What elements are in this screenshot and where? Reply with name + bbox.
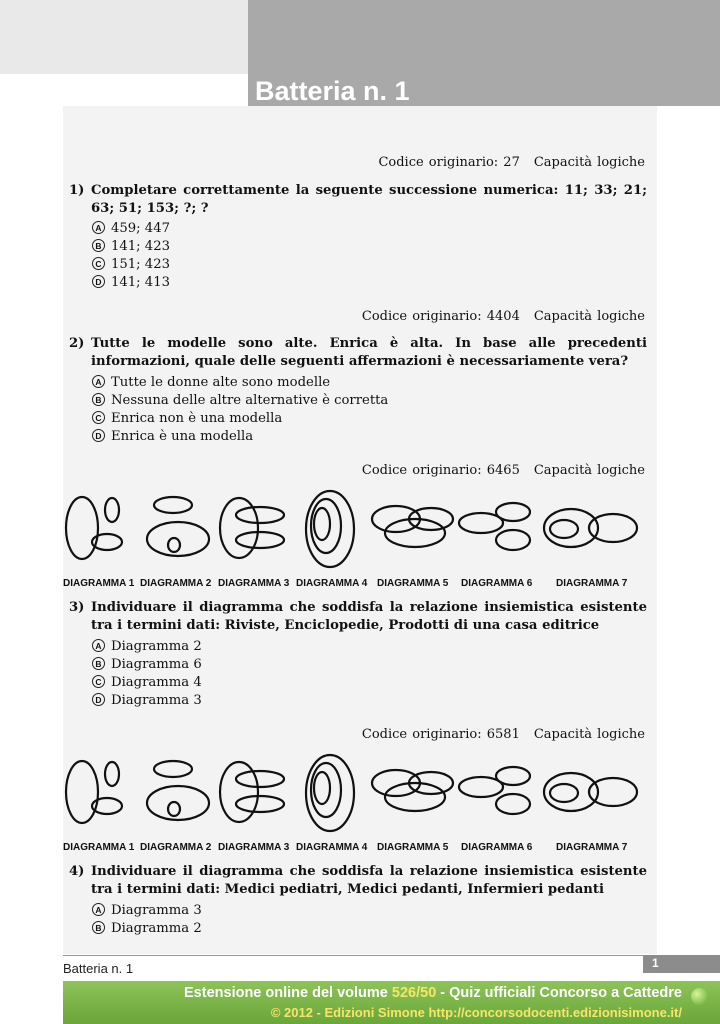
question-number: 4): [69, 864, 85, 879]
option-text: 141; 423: [111, 239, 170, 254]
source-code-line: [362, 309, 645, 324]
question-text: Completare correttamente la seguente successione numerica: 11; 33; 21; 63; 51; 153; ?; ?: [91, 183, 647, 216]
option-letter-circle: D: [92, 693, 105, 706]
source-code-line: [362, 727, 645, 742]
option-letter-circle: A: [92, 375, 105, 388]
option-text: Diagramma 4: [111, 675, 202, 690]
diagram-label-1: DIAGRAMMA 1: [63, 578, 135, 588]
option[interactable]: [92, 692, 202, 710]
question-4: [69, 863, 647, 899]
option[interactable]: [92, 674, 202, 692]
option-text: Enrica è una modella: [111, 429, 254, 444]
source-code-line: [378, 155, 645, 170]
question-text: Individuare il diagramma che soddisfa la relazione insiemistica esistente tra i termini dati: Medici pediatri, Medici pedanti, Infermieri pedanti: [91, 864, 647, 897]
option[interactable]: [92, 638, 202, 656]
question-number: 2): [69, 336, 85, 351]
diagram-3: [220, 498, 284, 558]
option[interactable]: [92, 256, 170, 274]
option[interactable]: [92, 410, 388, 428]
source-code: Codice originario: 27: [378, 155, 520, 170]
options-2: [92, 374, 388, 446]
diagram-label-4: DIAGRAMMA 4: [296, 842, 368, 852]
option-letter-circle: C: [92, 675, 105, 688]
question-1: [69, 182, 647, 218]
option[interactable]: [92, 274, 170, 292]
options-3: [92, 638, 202, 710]
footer-text: Batteria n. 1: [63, 961, 134, 976]
diagram-2: [147, 497, 209, 556]
banner-copyright-link[interactable]: © 2012 - Edizioni Simone http://concorsodocenti.edizionisimone.it/: [270, 1005, 682, 1020]
diagram-6: [459, 767, 530, 814]
category: Capacità logiche: [533, 727, 645, 742]
diagram-5: [372, 506, 453, 547]
options-4: [92, 902, 202, 938]
option[interactable]: [92, 656, 202, 674]
category: Capacità logiche: [533, 309, 645, 324]
footer-divider: [63, 955, 657, 956]
source-code: Codice originario: 6465: [361, 463, 520, 478]
diagram-label-4: DIAGRAMMA 4: [296, 578, 368, 588]
diagram-label-7: DIAGRAMMA 7: [556, 578, 628, 588]
diagram-figure-2: [63, 752, 648, 852]
option[interactable]: [92, 902, 202, 920]
diagram-label-6: DIAGRAMMA 6: [461, 578, 533, 588]
header-left-band: [0, 0, 248, 74]
option-text: Diagramma 6: [111, 657, 202, 672]
banner-text-a: Estensione online del volume: [184, 985, 392, 1001]
banner-volume: 526/50: [391, 985, 437, 1001]
option-letter-circle: D: [92, 429, 105, 442]
diagram-label-5: DIAGRAMMA 5: [377, 842, 449, 852]
diagram-4: [306, 491, 354, 567]
question-text: Tutte le modelle sono alte. Enrica è alta. In base alle precedenti informazioni, quale delle seguenti affermazioni è necessariamente vera?: [91, 336, 647, 369]
diagram-1: [66, 761, 122, 823]
banner-headline: [184, 985, 682, 1001]
option[interactable]: [92, 920, 202, 938]
apple-icon: [691, 988, 708, 1005]
page-title: Batteria n. 1: [255, 76, 410, 106]
option-letter-circle: B: [92, 657, 105, 670]
diagram-label-2: DIAGRAMMA 2: [140, 578, 212, 588]
question-3: [69, 599, 647, 635]
source-code: Codice originario: 6581: [361, 727, 520, 742]
option-text: Diagramma 2: [111, 921, 202, 936]
option-letter-circle: C: [92, 257, 105, 270]
option-text: Tutte le donne alte sono modelle: [111, 375, 331, 390]
option-letter-circle: A: [92, 221, 105, 234]
diagram-label-2: DIAGRAMMA 2: [140, 842, 212, 852]
source-code-line: [362, 463, 645, 478]
diagram-label-7: DIAGRAMMA 7: [556, 842, 628, 852]
option[interactable]: [92, 238, 170, 256]
page-number: 1: [652, 956, 659, 970]
diagram-label-3: DIAGRAMMA 3: [218, 842, 290, 852]
option-letter-circle: B: [92, 921, 105, 934]
diagram-label-1: DIAGRAMMA 1: [63, 842, 135, 852]
question-number: 3): [69, 600, 85, 615]
source-code: Codice originario: 4404: [361, 309, 520, 324]
category: Capacità logiche: [533, 463, 645, 478]
options-1: [92, 220, 170, 292]
question-number: 1): [69, 183, 85, 198]
option-text: Enrica non è una modella: [111, 411, 283, 426]
diagram-3: [220, 762, 284, 822]
option[interactable]: [92, 392, 388, 410]
diagram-6: [459, 503, 530, 550]
diagram-label-3: DIAGRAMMA 3: [218, 578, 290, 588]
option-text: Diagramma 3: [111, 903, 202, 918]
option-text: 151; 423: [111, 257, 170, 272]
option-text: Diagramma 3: [111, 693, 202, 708]
diagram-figure-1: [63, 488, 648, 588]
option[interactable]: [92, 220, 170, 238]
option-text: Nessuna delle altre alternative è corretta: [111, 393, 389, 408]
diagram-4: [306, 755, 354, 831]
category: Capacità logiche: [533, 155, 645, 170]
option-text: Diagramma 2: [111, 639, 202, 654]
banner-text-c: - Quiz ufficiali Concorso a Cattedre: [436, 985, 682, 1001]
diagram-label-6: DIAGRAMMA 6: [461, 842, 533, 852]
option-letter-circle: D: [92, 275, 105, 288]
diagram-label-5: DIAGRAMMA 5: [377, 578, 449, 588]
option-letter-circle: C: [92, 411, 105, 424]
diagram-7: [544, 773, 637, 811]
question-text: Individuare il diagramma che soddisfa la relazione insiemistica esistente tra i termini dati: Riviste, Enciclopedie, Prodotti di una casa editrice: [91, 600, 647, 633]
question-2: [69, 335, 647, 371]
option-text: 459; 447: [111, 221, 170, 236]
promo-banner[interactable]: [63, 981, 720, 1024]
diagram-1: [66, 497, 122, 559]
diagram-2: [147, 761, 209, 820]
option-letter-circle: A: [92, 639, 105, 652]
diagram-5: [372, 770, 453, 811]
option-letter-circle: B: [92, 239, 105, 252]
option[interactable]: [92, 428, 388, 446]
option-text: 141; 413: [111, 275, 170, 290]
option-letter-circle: A: [92, 903, 105, 916]
diagram-7: [544, 509, 637, 547]
option-letter-circle: B: [92, 393, 105, 406]
option[interactable]: [92, 374, 388, 392]
